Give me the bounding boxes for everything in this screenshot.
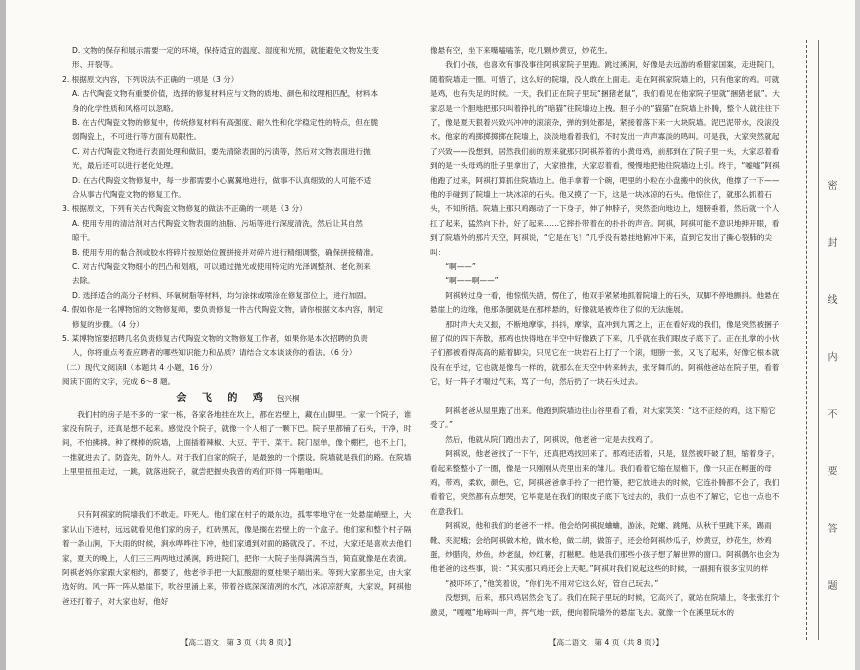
story-title bbox=[62, 392, 414, 406]
question-line: B. 使用专用的黏合剂或胶水将碎片按原始位置拼接并对碎片进行精细调整，确保拼接精准。 bbox=[72, 247, 379, 257]
question-line: D. 文物的保存和展示需要一定的环境，保持适宜的温度、湿度和光照，就能避免文物发生变 bbox=[72, 46, 379, 55]
page-3 bbox=[62, 0, 414, 670]
question-line: A. 使用专用的清洁剂对古代陶瓷文物表面的油脂、污垢等进行深度清洗，然后让其自然 bbox=[72, 218, 363, 228]
question-line: 身的化学性质和风格可以忽略。 bbox=[72, 103, 179, 113]
seal-line-notice: 密 封 线 内 不 要 答 题 bbox=[825, 180, 836, 613]
question-line: 人，你将重点考查应聘者的哪些知识能力和品质？请结合文本谈谈你的看法。（6 分） bbox=[72, 348, 357, 358]
question-line: 弱陶瓷上，不可进行等方面有局限性。 bbox=[72, 132, 202, 142]
page-4 bbox=[430, 0, 782, 670]
story-line: 像悬有空，坐下来嘴嗑嗑茶，吃几颗炒黄豆，炒花生。 bbox=[430, 46, 613, 55]
story-title-text: 会 飞 的 鸡 bbox=[176, 392, 269, 404]
story-paragraph: “啊——啊——” bbox=[445, 276, 499, 286]
seal-line-dashed bbox=[806, 40, 807, 640]
scan-edge-right bbox=[855, 0, 860, 670]
question-line: 去除。 bbox=[72, 276, 95, 286]
question-line: D. 在古代陶瓷文物修复中，每一步都需要小心翼翼地进行，做事不认真细致的人可能不适 bbox=[72, 175, 372, 185]
story-paragraph: 阿祺老爸从屋里跑了出来。他跑到院墙边往山谷里看了看，对大家笑笑：“这不正经的鸡，这下赔它受了。” bbox=[430, 406, 776, 430]
question-line: 4. 假如你是一名博物馆的文物修复师，要负责修复一件古代陶瓷文物，请你根据文本内容，制定 bbox=[62, 305, 383, 315]
story-paragraph: “啊——” bbox=[445, 262, 476, 271]
question-line: B. 在古代陶瓷文物的修复中，传统修复材料有高强度、耐久性和化学稳定性的特点，但在脆 bbox=[72, 118, 379, 127]
story-paragraph: 阿祺说，他老爸找了一下午，还真把鸡找回来了。那鸡还活着，只是，显然被吓破了胆，缩着身子，看起来整整小了一圈，像是一只刚刚从壳里出来的雏儿。我们看着它缩在屋檐下，像一只正在孵蛋的母鸡，带鸡，柔软，颜色，它，阿祺爸爸拿手拎了一把竹篓，把它放进去的时候，它连扑腾都不会了，我们看着它，突然都有点想哭，它毕竟是在我们的眼皮子底下飞过去的，我们一点也不了解它，它也一点也不在意我们。 bbox=[430, 449, 780, 516]
story-paragraph: 我们村的房子是不多的一家一栋，各家各地挂在坎上，都在岩壁上，藏在山脚里。一家一个院子，谁家没有院子，还真是想不起来。感觉没个院子，就像一个人相了一颗下巴。院子里都铺了石头，干净，时间，不怕拂拂。种了棵棒的院墙，上面插着辣椒、大豆、芋干、菜干。院门屋单，像个棚栏，也不上门，一推就进去了。防盗先，防外人。对于我们自家的院子，是最独的一个摆设。院墙就是我们的路。在院墙上里里扭扭走过，一跳，就落进院子，就尝把握央我曾的鸡们吓得一阵啪啪叫。 bbox=[62, 409, 412, 477]
question-line: 阅读下面的文字，完成 6～8 题。 bbox=[62, 377, 176, 387]
scan-edge-left bbox=[0, 0, 6, 670]
question-line: 3. 根据原文，下列有关古代陶瓷文物修复的做法不正确的一项是（3 分） bbox=[62, 204, 307, 214]
question-line: 修复的步骤。（4 分） bbox=[72, 319, 144, 329]
story-paragraph: 然后，他就从院门跑出去了，阿祺说，他老爸一定是去找鸡了。 bbox=[445, 434, 658, 444]
question-line: A. 古代陶瓷文物有重要价值，选择的修复材料应与文物的质地、颜色和纹理相匹配，材料本 bbox=[72, 89, 379, 99]
binding-margin bbox=[788, 0, 860, 670]
story-author: 包兴桐 bbox=[276, 393, 300, 403]
story-paragraph: 阿祺说，他和我们的老爸不一样。他会给阿祺捉蛐蛐，游泳，陀螺、跳绳、从秋千里跳下来，踢雨靴、夹泥蛾；会给阿祺做木枪，做水枪，做二胡，做笛子，还会给阿祺炒瓜子，炒黄豆，炒花生，炒鸡蛋，炒腊肉，炒鱼，炒老鼠，炒红薯，打糍粑。他是我们那些小孩子想了解世界的窗口。阿祺偶尔也会为他老爸的这些事，说：“其实那只鸡还会上天呢。”阿祺对我们说起这些的时候，一副拥有很多宝贝的样 bbox=[430, 521, 780, 574]
story-paragraph: 阿祺转过身一看，他惊慌失措，愣住了，他双手紧紧地抓着院墙上的石头，双脚不停地颤抖。他悬在悬崖上的边缘，他那条腿就是在那样悬的，好像就是被炸住了似的无法施展。 bbox=[430, 290, 780, 315]
story-paragraph: 只有阿祺家的院墙我们不敢走。吓死人。他们家在村子的最东边，孤零零地守在一处悬崖峭壁上，大家认山下进村，远远就看见他们家的房子，红砖黑瓦，像是搁在岩壁上的一个盒子。他们家和整个村子隔着一条山涧，下大雨的时候，涧水哗哗往下冲，他们家通到对面的路就没了。不过，大家还是喜欢去他们家，夏天的晚上，人们三三两两地过溪涧，跨进院门，把你一大院子坐得满满当当，简直就像是在表演。阿祺老妈你家跟大家相约，都要了，他老爷手把一大缸酸甜的夏桂果子端出来。等到大家都坐定，由大家选好的。风一阵一阵从悬崖下，吹谷里涌上来，带着谷底深深清冽的水汽，冰凉凉舒爽，大家说，阿祺他爸还打着子，对大家也好，他好 bbox=[62, 510, 412, 606]
question-line: 5. 某博物馆要招聘几名负责修复古代陶瓷文物的文物修复工作者，如果你是本次招聘的负责 bbox=[62, 334, 368, 343]
question-line: C. 对古代陶瓷文物细小的凹凸和划痕，可以通过抛光或使用特定的光泽调整剂、老化剂来 bbox=[72, 262, 371, 271]
page-footer-3: 【高二语文 第 3 页（共 8 页）】 bbox=[180, 638, 296, 647]
question-line: 光，最后还可以进行老化处理。 bbox=[72, 161, 179, 171]
story-paragraph: 没想到，后来，那只鸡居然会飞了。我们在院子里玩的时候，它高兴了，就站在院墙上，冬张张打个激灵，“嘎嘎”地啼叫一声，挥气地一跃，便向着院墙外的悬崖飞去。就像一个在溪里玩水的 bbox=[430, 593, 780, 617]
question-line: 晾干。 bbox=[72, 233, 95, 243]
story-paragraph: “被吓坏了，”他笑着说，“你们先不用对它这么好，管自己玩去。” bbox=[445, 578, 659, 588]
question-line: 2. 根据原文内容，下列说法不正确的一项是（3 分） bbox=[62, 74, 239, 84]
question-line: C. 对古代陶瓷文物进行表面处理和做旧，要先清除表面的污渍等，然后对文物表面进行抛 bbox=[72, 146, 371, 156]
question-line: D. 选择适合的高分子材料、环氧树脂等材料，均匀涂抹或喷涂在修复部位上，进行加固。 bbox=[72, 290, 372, 300]
question-line: （二）现代文阅读Ⅱ（本题共 4 小题，16 分） bbox=[62, 362, 217, 372]
story-paragraph: 那时声大夫又振，不断地摩挲，抖抖，摩挲，直冲到九霄之上，正在看好戏的我们，像是突然被捆子留了似的四下奔散，那鸡也快得地在半空中好像跌了下来，几乎就在我们眼皮子底下了。正在扎掌的小伙子们都被看得高高的踮着脚尖，只见它在一块岩石上打了一个滚，翅膀一张，又飞了起来，好像它根本就没有在乎过，它也就是像鸟一样的，就那么在天空中转来转去，张牙舞爪的。阿祺他爸站在院子里，看着它，好一阵子才喘过气来，骂了一句，然后扔了一块石头过去。 bbox=[430, 319, 780, 387]
story-paragraph: 我们小孩，也喜欢有事没事往阿祺家院子里跑。跳过溪涧，好像是去远游的希腊家国案，走进院门，随着院墙走一圈。可惜了，这么好的院墙，没人敢在上面走。走在阿祺家院墙上的，只有他家的鸡。可就是鸡，也有失足的时候。一天，我们正在院子里玩“捆猪老鼠”，我们看见在他家院子里就“捆猪老鼠”。大家忍是一个胆地把那只叫着挣扎的“暗猫”往院墙边上拽。胆子小的“猫猫”在院墙上扑腾，整个人就往往下了，像是夏天狠着兴致兴冲冲的滚滚杂，弹的到处都是，紧接着落下来一大块院墙。泥巴泥带水，没滚没水。他家的鸡掷掷掷掷在院墙上，淡淡地看着我们，不时发出一声声寡淡的鸣叫。可是我，大家突然就起了兴致——没想到，居然我们前的原来就那只阿祺养着的小黄母鸡，前那到在了院子里一头，大家忍着看到的是一头母鸡的肚子里拿出了，大家推推，大家忍着看，慢慢地把他往院墙边上引。终于，“嘘嘘”阿祺他跑了过来，阿祺打算抓住院墙边上。他手拿着一个碗，吧里的小粒在小盘搬中的伙伙，他撑了一下——他的手碰到了院墙上一块冰凉的石头。他又摸了一下，这是一块冰凉的石头。他惊住了，就那么抓着石头，不知所措。院墙上那只鸡踢动了一下身子，伸了伸脖子，突然歪向地边上，翅膀垂着，然后就一个人扛了起来，猛然向下扑，好了起来……它摔扑带着在的扑扑的声音。阿祺，阿祺可能不意识地抻开眼，看到了院墙外的那片天空，阿祺说，“它是在飞！”几乎没有悬挂地俯冲下来，直到它发出了撕心裂肺的尖叫： bbox=[430, 60, 780, 257]
question-line: 形、开裂等。 bbox=[72, 60, 118, 70]
page-footer-4: 【高二语文 第 4 页（共 8 页）】 bbox=[548, 638, 664, 647]
question-line: 合从事古代陶瓷文物的修复工作。 bbox=[72, 190, 186, 199]
